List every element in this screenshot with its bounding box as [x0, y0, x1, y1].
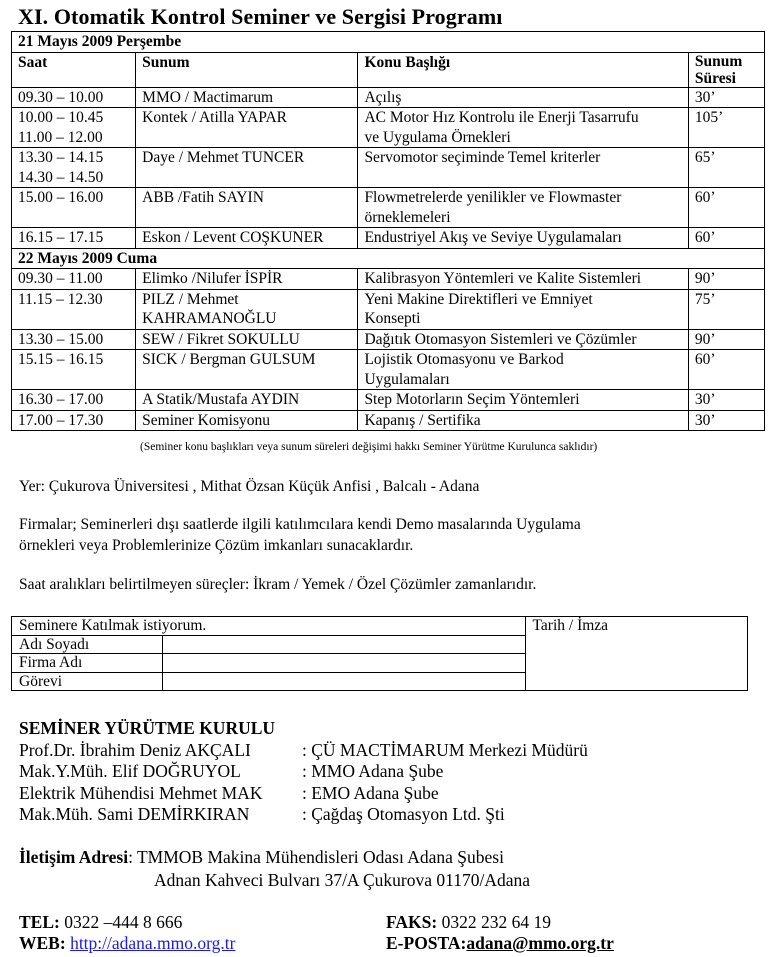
duration-cell: 30’	[688, 390, 764, 411]
firms-text: Firmalar; Seminerleri dışı saatlerde ilgili katılımcılara kendi Demo masalarında Uygulama örnekleri veya Problemlerinize Çözüm imkanları sunacaklardır.	[19, 516, 581, 554]
tel-label: TEL:	[19, 912, 60, 932]
presenter-cell: Daye / Mehmet TUNCER	[136, 148, 358, 188]
day1-label: 21 Mayıs 2009 Perşembe	[12, 32, 765, 53]
time-cell: 15.15 – 16.15	[12, 350, 136, 390]
topic-cell: Kapanış / Sertifika	[358, 410, 688, 431]
date-signature-box[interactable]	[525, 617, 747, 691]
column-header-row	[12, 52, 765, 87]
time-cell: 13.30 – 15.00	[12, 329, 136, 350]
date-signature-label: Tarih / İmza	[532, 617, 609, 634]
member-name: Prof.Dr. İbrahim Deniz AKÇALI	[19, 739, 251, 760]
time-cell: 09.30 – 11.00	[12, 269, 136, 290]
time-cell: 16.15 – 17.15	[12, 228, 136, 249]
position-label: Görevi	[12, 672, 163, 691]
day-header-row	[12, 248, 765, 269]
breaks-text: Saat aralıkları belirtilmeyen süreçler: İkram / Yemek / Özel Çözümler zamanlarıdır.	[19, 576, 537, 593]
topic-cell: Yeni Makine Direktifleri ve Emniyet Konsepti	[358, 289, 688, 329]
tel-value: 0322 –444 8 666	[59, 912, 183, 932]
web-link[interactable]: http://adana.mmo.org.tr	[70, 933, 236, 953]
duration-cell: 60’	[688, 188, 764, 228]
presenter-cell: PILZ / Mehmet KAHRAMANOĞLU	[136, 289, 358, 329]
location-text: Yer: Çukurova Üniversitesi , Mithat Özsan Küçük Anfisi , Balcalı - Adana	[19, 478, 480, 495]
topic-cell: Servomotor seçiminde Temel kriterler	[358, 148, 688, 188]
committee-member	[19, 782, 439, 805]
time-cell: 13.30 – 14.15 14.30 – 14.50	[12, 148, 136, 188]
contact-line2: Adnan Kahveci Bulvarı 37/A Çukurova 01170/Adana	[154, 870, 531, 890]
col-saat-header: Saat	[12, 52, 136, 87]
name-field[interactable]	[162, 635, 525, 654]
company-label: Firma Adı	[12, 654, 163, 673]
member-role: : EMO Adana Şube	[302, 782, 439, 803]
company-field[interactable]	[162, 654, 525, 673]
schedule-row	[12, 108, 765, 148]
day-header-row	[12, 32, 765, 53]
contact-address	[19, 846, 530, 892]
duration-cell: 30’	[688, 410, 764, 431]
committee-member	[19, 804, 505, 826]
web-label: WEB:	[19, 933, 66, 953]
committee-member	[19, 739, 588, 762]
time-cell: 10.00 – 10.45 11.00 – 12.00	[12, 108, 136, 148]
topic-cell: Açılış	[358, 87, 688, 108]
topic-cell: Step Motorların Seçim Yöntemleri	[358, 390, 688, 411]
page-title: XI. Otomatik Kontrol Seminer ve Sergisi Programı	[18, 4, 503, 29]
schedule-row	[12, 188, 765, 228]
fax-label: FAKS:	[386, 912, 438, 932]
presenter-cell: MMO / Mactimarum	[136, 87, 358, 108]
member-role: : Çağdaş Otomasyon Ltd. Şti	[302, 804, 505, 824]
topic-cell: Lojistik Otomasyonu ve Barkod Uygulamaları	[358, 350, 688, 390]
col-sure-header: Sunum Süresi	[688, 52, 764, 87]
day2-label: 22 Mayıs 2009 Cuma	[12, 248, 765, 269]
schedule-row	[12, 390, 765, 411]
topic-cell: Flowmetrelerde yenilikler ve Flowmaster örneklemeleri	[358, 188, 688, 228]
registration-header: Seminere Katılmak istiyorum.	[12, 617, 526, 636]
presenter-cell: Kontek / Atilla YAPAR	[136, 108, 358, 148]
presenter-cell: SEW / Fikret SOKULLU	[136, 329, 358, 350]
schedule-row	[12, 269, 765, 290]
contact-line1: : TMMOB Makina Mühendisleri Odası Adana Şubesi	[128, 847, 504, 867]
email-link[interactable]: adana@mmo.org.tr	[466, 933, 614, 953]
time-cell: 17.00 – 17.30	[12, 410, 136, 431]
duration-cell: 90’	[688, 329, 764, 350]
duration-cell: 105’	[688, 108, 764, 148]
member-name: Elektrik Mühendisi Mehmet MAK	[19, 782, 263, 803]
schedule-table	[11, 31, 765, 431]
presenter-cell: Elimko /Nilufer İSPİR	[136, 269, 358, 290]
presenter-cell: A Statik/Mustafa AYDIN	[136, 390, 358, 411]
schedule-note: (Seminer konu başlıkları veya sunum süreleri değişimi hakkı Seminer Yürütme Kurulunca saklıdır)	[140, 441, 598, 453]
topic-cell: Kalibrasyon Yöntemleri ve Kalite Sistemleri	[358, 269, 688, 290]
schedule-row	[12, 228, 765, 249]
time-cell: 09.30 – 10.00	[12, 87, 136, 108]
contact-label: İletişim Adresi	[19, 847, 129, 867]
fax-value: 0322 232 64 19	[437, 912, 551, 932]
name-label: Adı Soyadı	[12, 635, 163, 654]
schedule-row	[12, 410, 765, 431]
schedule-row	[12, 148, 765, 188]
email-label: E-POSTA:	[386, 933, 467, 953]
schedule-row	[12, 87, 765, 108]
member-name: Mak.Müh. Sami DEMİRKIRAN	[19, 804, 250, 824]
registration-form	[11, 616, 748, 691]
time-cell: 15.00 – 16.00	[12, 188, 136, 228]
time-cell: 16.30 – 17.00	[12, 390, 136, 411]
presenter-cell: Eskon / Levent COŞKUNER	[136, 228, 358, 249]
topic-cell: Endustriyel Akış ve Seviye Uygulamaları	[358, 228, 688, 249]
duration-cell: 90’	[688, 269, 764, 290]
presenter-cell: ABB /Fatih SAYIN	[136, 188, 358, 228]
schedule-row	[12, 350, 765, 390]
topic-cell: Dağıtık Otomasyon Sistemleri ve Çözümler	[358, 329, 688, 350]
duration-cell: 60’	[688, 228, 764, 249]
col-konu-header: Konu Başlığı	[358, 52, 688, 87]
duration-cell: 60’	[688, 350, 764, 390]
presenter-cell: Seminer Komisyonu	[136, 410, 358, 431]
committee-member	[19, 761, 444, 783]
member-role: : ÇÜ MACTİMARUM Merkezi Müdürü	[302, 739, 588, 760]
committee-section	[19, 718, 588, 826]
position-field[interactable]	[162, 672, 525, 691]
duration-cell: 30’	[688, 87, 764, 108]
duration-cell: 75’	[688, 289, 764, 329]
schedule-row	[12, 329, 765, 350]
time-cell: 11.15 – 12.30	[12, 289, 136, 329]
presenter-cell: SICK / Bergman GULSUM	[136, 350, 358, 390]
member-name: Mak.Y.Müh. Elif DOĞRUYOL	[19, 761, 241, 781]
member-role: : MMO Adana Şube	[302, 761, 444, 781]
committee-title: SEMİNER YÜRÜTME KURULU	[19, 718, 276, 738]
schedule-row	[12, 289, 765, 329]
duration-cell: 65’	[688, 148, 764, 188]
topic-cell: AC Motor Hız Kontrolu ile Enerji Tasarrufu ve Uygulama Örnekleri	[358, 108, 688, 148]
col-sunum-header: Sunum	[136, 52, 358, 87]
